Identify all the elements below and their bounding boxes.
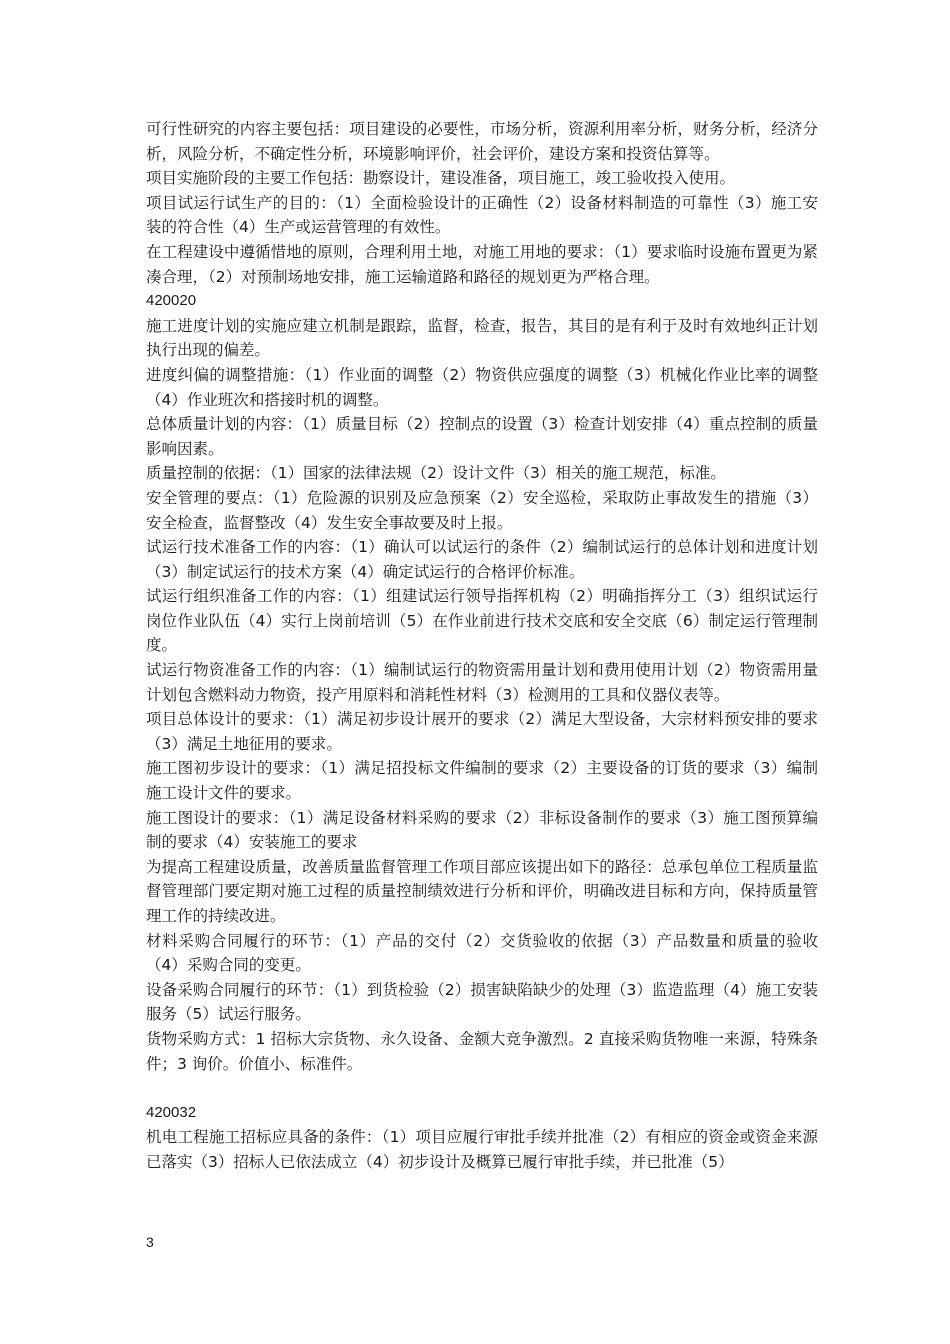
- paragraph-equipment-contract: 设备采购合同履行的环节：（1）到货检验（2）损害缺陷缺少的处理（3）监造监理（4）施工安装服务（5）试运行服务。: [146, 980, 818, 1024]
- document-body: [146, 117, 818, 1175]
- paragraph-land-use: 在工程建设中遵循惜地的原则，合理利用土地，对施工用地的要求：（1）要求临时设施布置更为紧凑合理，（2）对预制场地安排，施工运输道路和路径的规划更为严格合理。: [146, 242, 818, 286]
- paragraph-construction-drawing: 施工图设计的要求：（1）满足设备材料采购的要求（2）非标设备制作的要求（3）施工图预算编制的要求（4）安装施工的要求: [146, 808, 818, 852]
- paragraph-tender-conditions: 机电工程施工招标应具备的条件：（1）项目应履行审批手续并批准（2）有相应的资金或资金来源已落实（3）招标人已依法成立（4）初步设计及概算已履行审批手续，并已批准（5）: [146, 1128, 818, 1171]
- paragraph-quality-improvement: 为提高工程建设质量，改善质量监督管理工作项目部应该提出如下的路径：总承包单位工程质量监督管理部门要定期对施工过程的质量控制绩效进行分析和评价，明确改进目标和方向，保持质量管理工作的持续改进。: [146, 857, 818, 925]
- paragraph-trial-material-prep: 试运行物资准备工作的内容：（1）编制试运行的物资需用量计划和费用使用计划（2）物资需用量计划包含燃料动力物资，投产用原料和消耗性材料（3）检测用的工具和仪器仪表等。: [146, 661, 818, 704]
- paragraph-implementation-stage: 项目实施阶段的主要工作包括：勘察设计，建设准备，项目施工，竣工验收投入使用。: [146, 169, 736, 188]
- paragraph-preliminary-design: 施工图初步设计的要求：（1）满足招投标文件编制的要求（2）主要设备的订货的要求（3）编制施工设计文件的要求。: [146, 759, 818, 803]
- page-number: 3: [146, 1234, 154, 1250]
- paragraph-material-contract: 材料采购合同履行的环节：（1）产品的交付（2）交货验收的依据（3）产品数量和质量的验收（4）采购合同的变更。: [146, 931, 818, 975]
- section-code-420032: 420032: [146, 1103, 197, 1121]
- paragraph-procurement-methods: 货物采购方式：1 招标大宗货物、永久设备、金额大竞争激烈。2 直接采购货物唯一来源，特殊条件；3 询价。价值小、标准件。: [146, 1029, 818, 1073]
- paragraph-schedule-mechanism: 施工进度计划的实施应建立机制是跟踪，监督，检查，报告，其目的是有利于及时有效地纠正计划执行出现的偏差。: [146, 316, 818, 360]
- paragraph-safety-points: 安全管理的要点：（1）危险源的识别及应急预案（2）安全巡检，采取防止事故发生的措施（3）安全检查，监督整改（4）发生安全事故要及时上报。: [146, 488, 818, 532]
- paragraph-quality-basis: 质量控制的依据：（1）国家的法律法规（2）设计文件（3）相关的施工规范，标准。: [146, 464, 726, 483]
- paragraph-schedule-correction: 进度纠偏的调整措施：（1）作业面的调整（2）物资供应强度的调整（3）机械化作业比率的调整（4）作业班次和搭接时机的调整。: [146, 365, 818, 409]
- paragraph-feasibility-study: 可行性研究的内容主要包括：项目建设的必要性，市场分析，资源利用率分析，财务分析，经济分析，风险分析，不确定性分析，环境影响评价，社会评价，建设方案和投资估算等。: [146, 120, 818, 163]
- paragraph-overall-design: 项目总体设计的要求：（1）满足初步设计展开的要求（2）满足大型设备，大宗材料预安排的要求（3）满足土地征用的要求。: [146, 710, 818, 753]
- paragraph-quality-plan: 总体质量计划的内容：（1）质量目标（2）控制点的设置（3）检查计划安排（4）重点控制的质量影响因素。: [146, 415, 818, 458]
- paragraph-trial-organization-prep: 试运行组织准备工作的内容：（1）组建试运行领导指挥机构（2）明确指挥分工（3）组织试运行岗位作业队伍（4）实行上岗前培训（5）在作业前进行技术交底和安全交底（6）制定运行管理制度。: [146, 587, 818, 655]
- blank-line: [146, 1076, 818, 1101]
- section-code-420020: 420020: [146, 292, 197, 310]
- paragraph-trial-run-purpose: 项目试运行试生产的目的：（1）全面检验设计的正确性（2）设备材料制造的可靠性（3）施工安装的符合性（4）生产或运营管理的有效性。: [146, 193, 818, 237]
- paragraph-trial-technical-prep: 试运行技术准备工作的内容：（1）确认可以试运行的条件（2）编制试运行的总体计划和进度计划（3）制定试运行的技术方案（4）确定试运行的合格评价标准。: [146, 538, 818, 581]
